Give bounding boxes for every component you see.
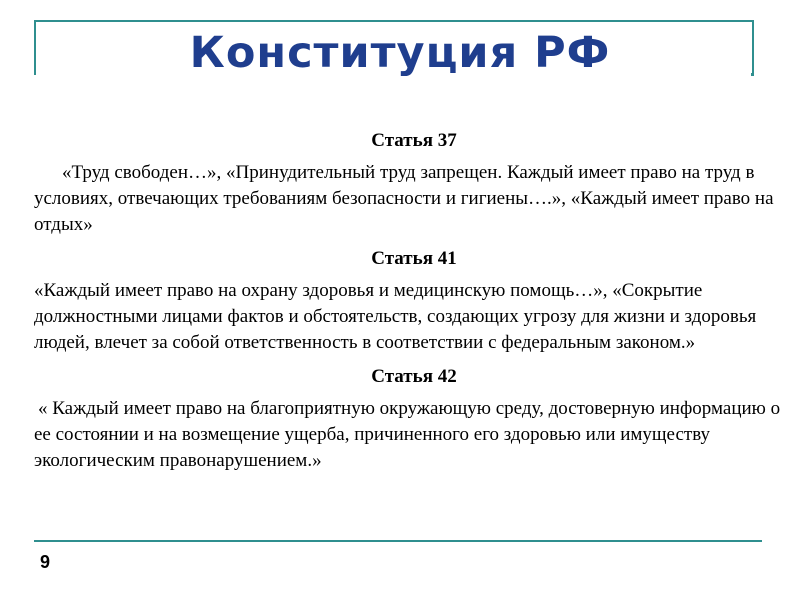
title-frame-top [34, 20, 754, 22]
page-number: 9 [40, 552, 51, 572]
article-41-text: «Каждый имеет право на охрану здоровья и медицинскую помощь…», «Сокрытие должностными лицами фактов и обстоятельств, создающих угрозу для жизни и здоровья людей, влечет за собой ответственность в соответствии с федеральным законом.» [34, 280, 757, 353]
footer-divider [34, 540, 762, 542]
article-42-heading: Статья 42 [371, 366, 457, 387]
article-41-heading: Статья 41 [371, 248, 457, 269]
slide-title: Конституция РФ [189, 28, 611, 78]
article-42-text: « Каждый имеет право на благоприятную окружающую среду, достоверную информацию о ее состоянии и на возмещение ущерба, причиненного его здоровью или имуществу экологическим правонарушением.» [34, 398, 781, 471]
slide-content [34, 128, 794, 482]
article-37-text: «Труд свободен…», «Принудительный труд запрещен. Каждый имеет право на труд в условиях, отвечающих требованиям безопасности и гигиены….», «Каждый имеет право на отдых» [34, 162, 774, 235]
article-37-heading: Статья 37 [371, 130, 457, 151]
